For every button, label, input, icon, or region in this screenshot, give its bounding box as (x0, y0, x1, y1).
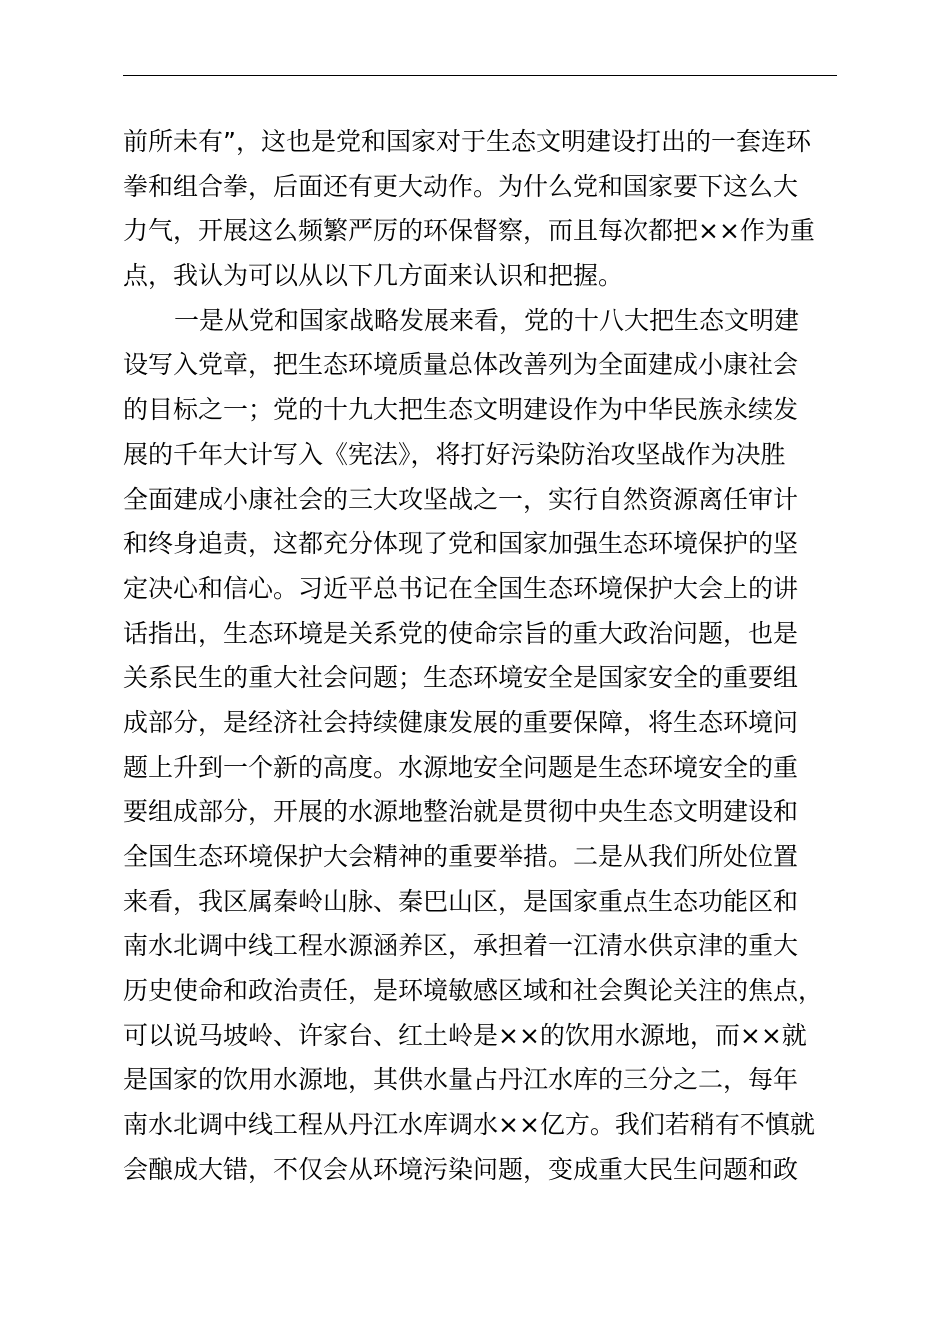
header-rule (123, 75, 837, 76)
text-line: 成部分，是经济社会持续健康发展的重要保障，将生态环境问 (123, 707, 799, 737)
text-line: 南水北调中线工程从丹江水库调水××亿方。我们若稍有不慎就 (123, 1110, 815, 1140)
text-line: 和终身追责，这都充分体现了党和国家加强生态环境保护的坚 (123, 529, 799, 559)
text-line: 前所未有”，这也是党和国家对于生态文明建设打出的一套连环 (123, 127, 811, 156)
text-line: 历史使命和政治责任，是环境敏感区域和社会舆论关注的焦点， (123, 976, 824, 1006)
text-line: 全面建成小康社会的三大攻坚战之一，实行自然资源离任审计 (123, 484, 799, 514)
text-line: 拳和组合拳，后面还有更大动作。为什么党和国家要下这么大 (123, 171, 799, 201)
text-line: 力气，开展这么频繁严厉的环保督察，而且每次都把××作为重 (123, 216, 815, 246)
text-line: 话指出，生态环境是关系党的使命宗旨的重大政治问题，也是 (123, 618, 799, 648)
text-line: 南水北调中线工程水源涵养区，承担着一江清水供京津的重大 (123, 931, 799, 961)
text-line: 设写入党章，把生态环境质量总体改善列为全面建成小康社会 (123, 350, 799, 380)
text-line: 会酿成大错，不仅会从环境污染问题，变成重大民生问题和政 (123, 1154, 799, 1184)
text-line: 点，我认为可以从以下几方面来认识和把握。 (123, 261, 624, 291)
text-line: 定决心和信心。习近平总书记在全国生态环境保护大会上的讲 (123, 573, 799, 603)
text-line: 题上升到一个新的高度。水源地安全问题是生态环境安全的重 (123, 752, 799, 782)
text-line: 的目标之一；党的十九大把生态文明建设作为中华民族永续发 (123, 395, 799, 425)
text-line: 展的千年大计写入《宪法》，将打好污染防治攻坚战作为决胜 (123, 439, 786, 469)
body-text (123, 120, 883, 1193)
text-line: 来看，我区属秦岭山脉、秦巴山区，是国家重点生态功能区和 (123, 886, 799, 916)
text-line: 要组成部分，开展的水源地整治就是贯彻中央生态文明建设和 (123, 797, 799, 827)
text-line: 全国生态环境保护大会精神的重要举措。二是从我们所处位置 (123, 842, 799, 871)
text-line: 是国家的饮用水源地，其供水量占丹江水库的三分之二，每年 (123, 1065, 799, 1095)
text-line: 关系民生的重大社会问题；生态环境安全是国家安全的重要组 (123, 663, 799, 693)
paragraph-first-line: 一是从党和国家战略发展来看，党的十八大把生态文明建 (174, 305, 800, 335)
text-line: 可以说马坡岭、许家台、红土岭是××的饮用水源地，而××就 (123, 1020, 807, 1050)
